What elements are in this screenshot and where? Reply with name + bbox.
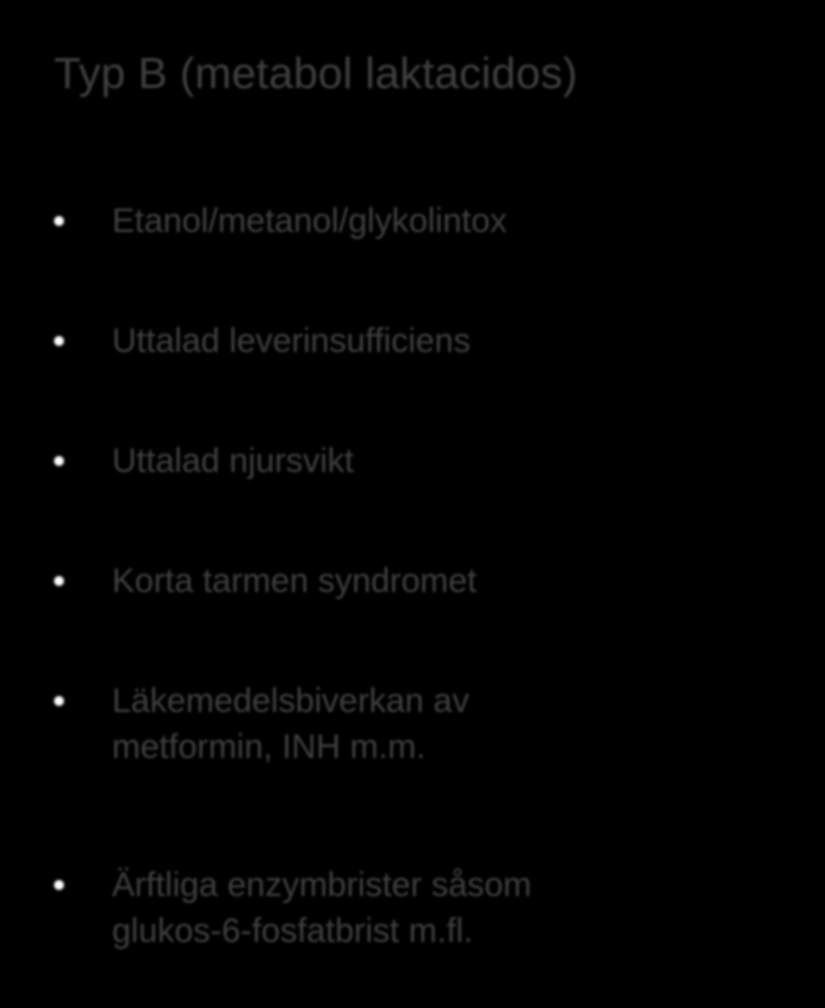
bullet-dot-icon	[54, 880, 64, 890]
bullet-dot-icon	[54, 336, 64, 346]
bullet-item	[112, 862, 802, 954]
bullet-dot-icon	[54, 576, 64, 586]
bullet-dot-icon	[54, 696, 64, 706]
bullet-item	[112, 318, 802, 364]
slide-title: Typ B (metabol laktacidos)	[54, 49, 578, 98]
bullet-item	[112, 438, 802, 484]
bullet-dot-icon	[54, 216, 64, 226]
bullet-text: Uttalad leverinsufficiens	[112, 322, 471, 360]
bullet-text: Korta tarmen syndromet	[112, 562, 477, 600]
bullet-item	[112, 678, 802, 770]
bullet-item	[112, 558, 802, 604]
bullet-dot-icon	[54, 456, 64, 466]
bullet-item	[112, 198, 802, 244]
bullet-text: Uttalad njursvikt	[112, 442, 354, 480]
bullet-text: Ärftliga enzymbrister såsom glukos-6-fosfatbrist m.fl.	[112, 866, 532, 950]
bullet-text: Läkemedelsbiverkan av metformin, INH m.m.	[112, 682, 470, 766]
bullet-text: Etanol/metanol/glykolintox	[112, 202, 508, 240]
